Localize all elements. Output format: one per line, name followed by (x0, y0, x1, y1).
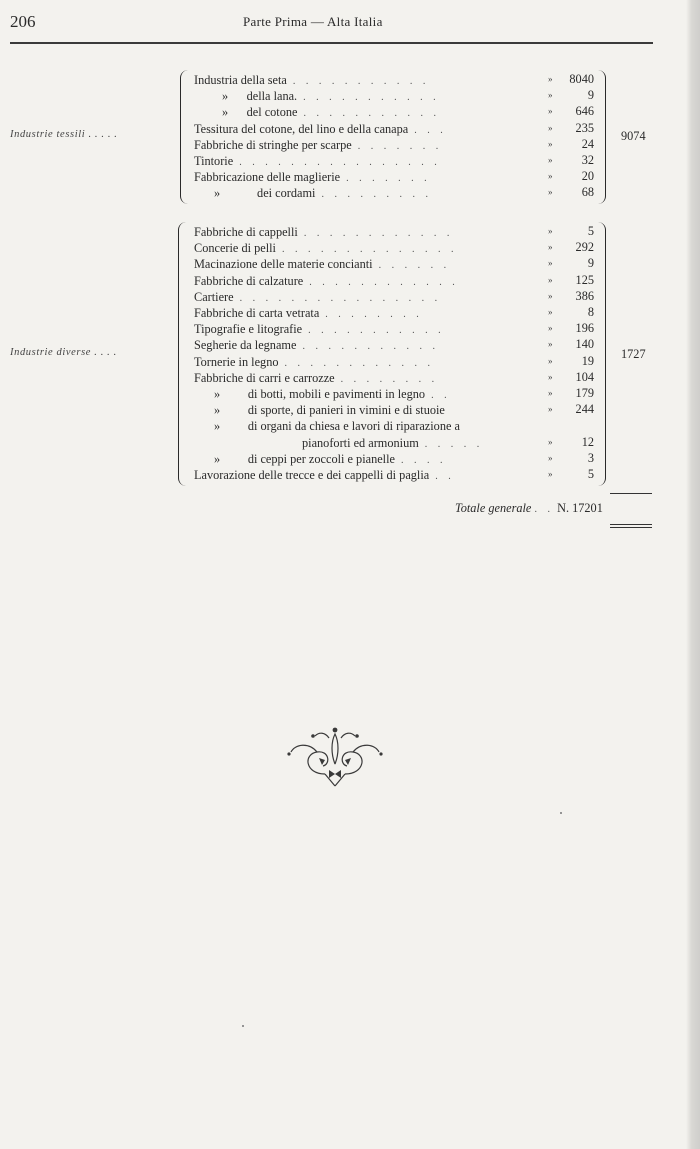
ditto-mark: » (548, 323, 553, 334)
row-label: Fabbriche di calzature (194, 273, 304, 288)
group-total-tessili: 9074 (621, 129, 646, 143)
speck (560, 812, 562, 814)
row-leader-dots: . . . . . . . . . . . . (303, 228, 454, 239)
ditto-mark: » (548, 74, 553, 84)
row-label: Segherie da legname (194, 338, 297, 353)
row-value: 3 (587, 450, 594, 465)
row-value: 5 (587, 224, 594, 238)
row-leader-dots: . . . . . . . . . . . (303, 92, 440, 104)
ditto-mark: » (548, 187, 553, 198)
ditto-mark: » (548, 155, 553, 165)
row-leader-dots: . . (435, 471, 455, 482)
grand-total-value: 17201 (572, 501, 603, 515)
ditto-mark: » (548, 171, 553, 182)
total-bottom-rule-2 (610, 527, 652, 528)
grand-total-dots: . . (534, 504, 554, 515)
row-label: Concerie di pelli (194, 241, 276, 256)
grand-total-prefix: N. (557, 501, 570, 515)
total-top-rule (610, 493, 652, 494)
ditto-mark: » (548, 404, 553, 415)
row-leader-dots: . . . . . . . . . . . (302, 341, 439, 353)
group-label-tessili: Industrie tessili . . . . . (10, 129, 118, 140)
row-label: » del cotone (222, 105, 298, 120)
row-value: 24 (581, 136, 594, 151)
row-label: » di organi da chiesa e lavori di riparazione a (214, 419, 460, 434)
ditto-mark: » (548, 436, 553, 447)
speck (242, 1025, 244, 1027)
row-leader-dots: . . . . . . (378, 260, 451, 272)
header-rule (10, 42, 653, 44)
table-row (214, 402, 445, 419)
ditto-mark: » (548, 339, 553, 350)
page-number: 206 (10, 12, 36, 31)
row-label: » di botti, mobili e pavimenti in legno (214, 387, 426, 401)
row-leader-dots: . . . . . (424, 438, 484, 450)
row-leader-dots: . . . . . . . . . . . (292, 76, 430, 87)
row-value: 8040 (569, 72, 594, 86)
row-label: pianoforti ed armonium (302, 435, 419, 450)
row-leader-dots: . . (431, 390, 451, 401)
row-leader-dots: . . . . . . . . . . . . . . . . (239, 292, 442, 304)
row-label: Industria della seta (194, 73, 287, 87)
grand-total-label: Totale generale (455, 501, 532, 515)
row-label: Cartiere (194, 289, 234, 304)
total-bottom-rule-1 (610, 524, 652, 525)
row-label: Tipografie e litografie (194, 322, 303, 337)
ditto-mark: » (548, 274, 553, 285)
row-value: 8 (587, 305, 594, 319)
row-label: » di sporte, di panieri in vimini e di stuoie (214, 403, 445, 418)
page-edge-shadow (686, 0, 700, 1149)
row-label: Tintorie (194, 154, 234, 168)
ditto-mark: » (548, 469, 553, 479)
row-label: Macinazione delle materie concianti (194, 257, 373, 272)
ditto-mark: » (548, 242, 553, 253)
row-value: 19 (581, 353, 594, 368)
right-brace-tessili (598, 70, 606, 204)
row-label: Fabbriche di cappelli (194, 225, 298, 239)
row-value: 292 (575, 240, 594, 255)
row-value: 12 (581, 434, 594, 449)
row-value: 9 (587, 256, 594, 271)
row-leader-dots: . . . . (400, 454, 447, 466)
row-leader-dots: . . . . . . . . (340, 373, 439, 385)
ditto-mark: » (548, 106, 553, 117)
row-value: 32 (581, 153, 594, 167)
row-label: Fabbriche di carri e carrozze (194, 370, 335, 385)
row-value: 5 (587, 467, 594, 481)
ditto-mark: » (548, 226, 553, 236)
row-leader-dots: . . . . . . . . . . . . (309, 276, 459, 288)
row-label: » dei cordami (214, 186, 316, 201)
row-leader-dots: . . . . . . . . (325, 309, 423, 320)
row-value: 646 (575, 104, 594, 119)
row-value: 196 (575, 321, 594, 336)
row-value: 125 (575, 272, 594, 287)
row-label: Fabbricazione delle maglierie (194, 170, 341, 185)
row-leader-dots: . . . . . . . . . . . (303, 108, 440, 120)
running-title: Parte Prima — Alta Italia (243, 14, 383, 29)
row-value: 104 (575, 369, 594, 384)
ditto-mark: » (548, 122, 553, 133)
row-label: Fabbriche di carta vetrata (194, 306, 320, 320)
row-label: Lavorazione delle trecce e dei cappelli di paglia (194, 468, 430, 482)
ditto-mark: » (548, 355, 553, 366)
row-value: 386 (575, 288, 594, 303)
ditto-mark: » (548, 90, 553, 101)
row-label: Tornerie in legno (194, 354, 279, 369)
ditto-mark: » (548, 452, 553, 463)
row-leader-dots: . . . . . . . . . . . (308, 325, 445, 337)
ditto-mark: » (548, 371, 553, 382)
row-label: Fabbriche di stringhe per scarpe (194, 137, 352, 152)
row-value: 235 (575, 120, 594, 135)
row-leader-dots: . . . (414, 124, 447, 136)
row-leader-dots: . . . . . . . . . (321, 189, 432, 201)
row-value: 20 (581, 169, 594, 184)
group-total-diverse: 1727 (621, 347, 646, 361)
ditto-mark: » (548, 290, 553, 301)
row-leader-dots: . . . . . . . . . . . . (284, 357, 435, 369)
table-row (194, 467, 455, 486)
row-leader-dots: . . . . . . . (357, 140, 443, 152)
row-leader-dots: . . . . . . . (346, 173, 431, 185)
row-label: » della lana. (222, 89, 298, 104)
row-label: Tessitura del cotone, del lino e della canapa (194, 121, 409, 136)
row-value: 68 (581, 185, 594, 200)
row-leader-dots: . . . . . . . . . . . . . . (281, 244, 458, 256)
table-row (214, 185, 432, 204)
floral-ornament-icon (285, 724, 385, 790)
row-leader-dots: . . . . . . . . . . . . . . . . (239, 157, 441, 168)
grand-total-line (455, 501, 603, 516)
table-row (214, 418, 460, 435)
left-brace-diverse (178, 222, 186, 486)
ditto-mark: » (548, 138, 553, 149)
row-value: 179 (575, 386, 594, 400)
ditto-mark: » (548, 388, 553, 398)
row-value: 244 (575, 402, 594, 417)
ditto-mark: » (548, 307, 553, 317)
row-value: 140 (575, 337, 594, 352)
left-brace-tessili (180, 70, 188, 204)
group-label-diverse: Industrie diverse . . . . (10, 347, 117, 358)
row-label: » di ceppi per zoccoli e pianelle (214, 451, 395, 466)
ditto-mark: » (548, 258, 553, 269)
right-brace-diverse (598, 222, 606, 486)
row-value: 9 (587, 88, 594, 103)
